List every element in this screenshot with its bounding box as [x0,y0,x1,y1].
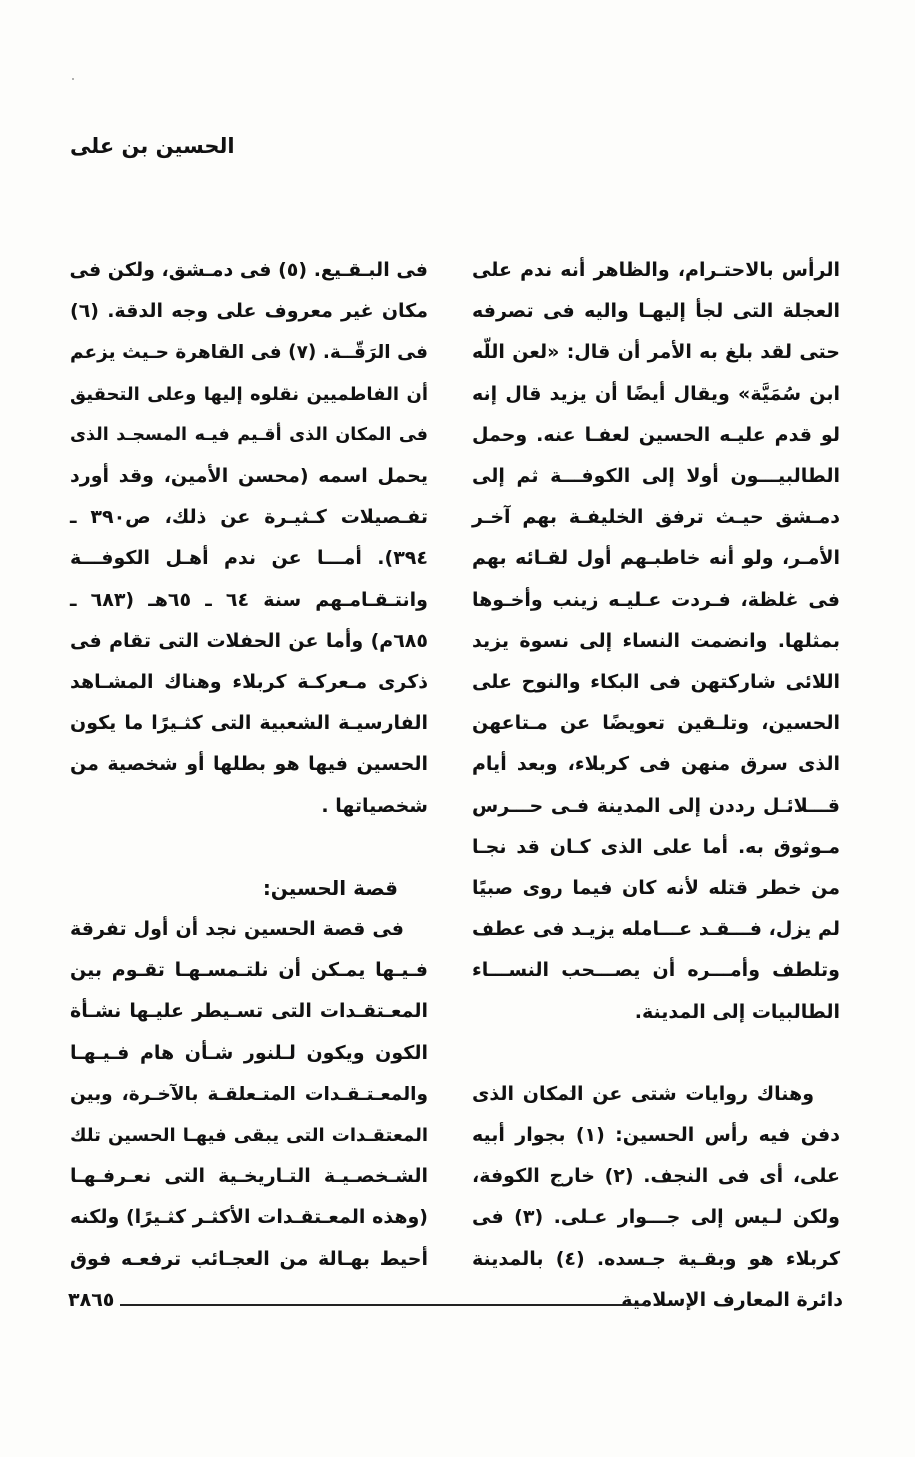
page-number: ٣٨٦٥ [68,1289,115,1311]
text-line: الطالبيات إلى المدينة. [634,1000,840,1023]
page-footer [68,1289,843,1319]
paragraph [472,1074,840,1280]
text-line: شخصياتها . [321,794,428,817]
text-line: فى المكان الذى أقـيم فيـه المسجـد الذى [70,424,428,445]
text-line: مكان غير معروف على وجه الدقة. (٦) [70,300,428,323]
section-heading: قصة الحسين: [262,875,398,900]
text-line: (وهذه المعـتقـدات الأكثـر كثـيرًا) ولكنه [70,1206,428,1229]
text-line: أحيط بهـالة من العجـائب ترفعـه فوق [70,1247,428,1270]
text-line: أن الفاطميين نقلوه إليها وعلى التحقيق [70,383,428,405]
text-line: وتلطف وأمـــره أن يصـــحب النســـاء [472,959,840,982]
text-line: المعتقـدات التى يبقى فيهـا الحسين تلك [70,1125,428,1147]
text-line: الشـخصـيـة التـاريخـية التى نعـرفـهـا [70,1165,428,1188]
running-header-title: الحسين بن على [70,134,235,158]
footer-rule [120,1304,648,1306]
text-line: تفـصيلات كـثيـرة عن ذلك، ص٣٩٠ ـ [70,506,428,529]
text-line: فى البـقـيع. (٥) فى دمـشق، ولكن فى [69,259,428,281]
text-line: لم يزل، فـــقـد عـــامله يزيـد فى عطف [472,918,840,941]
text-line: مـوثوق به. أما على الذى كـان قد نجـا [472,835,840,858]
text-line: فى الرَقّــة. (٧) فى القاهرة حـيث يزعم [70,342,428,364]
paragraph [70,909,428,1280]
text-line: يحمل اسمه (محسن الأمين، وقد أورد [70,465,428,488]
text-line: فى قصة الحسين نجد أن أول تفرقة [70,918,404,941]
paragraph [472,250,840,1033]
text-line: المعـتقـدات التى تسـيطر عليـها نشـأة [70,1000,428,1023]
text-line: ٦٨٥م) وأما عن الحفلات التى تقام فى [70,629,428,652]
text-line: لو قدم عليـه الحسين لعفـا عنه. وحمل [472,423,840,446]
text-line: بمثلها. وانضمت النساء إلى نسوة يزيد [472,629,840,652]
text-line: فـيـها يمـكن أن نلتـمسـهـا تقـوم بين [70,959,428,982]
text-line: الكون ويكون لـلنور شـأن هام فـيـهـا [70,1041,428,1064]
text-line: دمـشق حيـث ترفق الخليفـة بهم آخـر [472,506,840,529]
text-line: الحسين فيها هو بطلها أو شخصية من [70,753,428,776]
text-line: اللائى شاركتهن فى البكاء والنوح على [472,671,840,694]
text-line: والمعـتـقـدات المتـعلقـة بالآخـرة، وبين [70,1083,428,1105]
text-line: وهناك روايات شتى عن المكان الذى [472,1082,814,1105]
text-line: ذكرى مـعركـة كربلاء وهناك المشـاهد [70,671,428,694]
text-line: حتى لقد بلغ به الأمر أن قال: «لعن اللّه [472,341,840,364]
text-line: وانتـقـامـهم سنة ٦٤ ـ ٦٥هـ (٦٨٣ ـ [70,588,428,611]
text-line: الفارسيـة الشعبية التى كثـيرًا ما يكون [70,712,428,735]
text-line: ٣٩٤). أمـــا عن ندم أهـل الكوفـــة [70,547,428,570]
text-line: دفن فيه رأس الحسين: (١) بجوار أبيه [472,1124,840,1147]
text-line: الرأس بالاحتـرام، والظاهر أنه ندم على [472,259,840,281]
text-line: الذى سرق منهن فى كربلاء، وبعد أيام [472,753,840,776]
text-line: العجلة التى لجأ إليهـا واليه فى تصرفه [472,300,840,323]
publication-title: دائرة المعارف الإسلامية [621,1289,843,1311]
text-line: ولكن لـيس إلى جـــوار عـلى. (٣) فى [472,1206,840,1229]
text-line: فى غلظة، فـردت عـليـه زينب وأخـوها [472,588,840,611]
text-line: الأمـر، ولو أنه خاطبـهم أول لقـائه بهم [472,547,840,570]
text-line: قـــلائـل رددن إلى المدينة فـى حـــرس [472,794,840,817]
text-line: كربلاء هو وبقـية جـسده. (٤) بالمدينة [472,1247,840,1270]
paragraph-gap [472,1033,840,1074]
text-line: من خطر قتله لأنه كان فيما روى صبيًا [472,877,840,900]
text-line: ابن سُمَيَّة» ويقال أيضًا أن يزيد قال إنه [472,382,840,405]
text-column-right [472,250,840,1280]
text-line: الطالبيـــون أولا إلى الكوفـــة ثم إلى [472,465,840,488]
text-line: الحسين، وتلـقين تعويضًا عن مـتاعهن [472,712,840,735]
text-column-left [70,250,428,1280]
scan-speck [72,78,74,80]
paragraph-gap [70,827,428,868]
text-line: على، أى فى النجف. (٢) خارج الكوفة، [472,1165,840,1188]
paragraph [70,250,428,827]
